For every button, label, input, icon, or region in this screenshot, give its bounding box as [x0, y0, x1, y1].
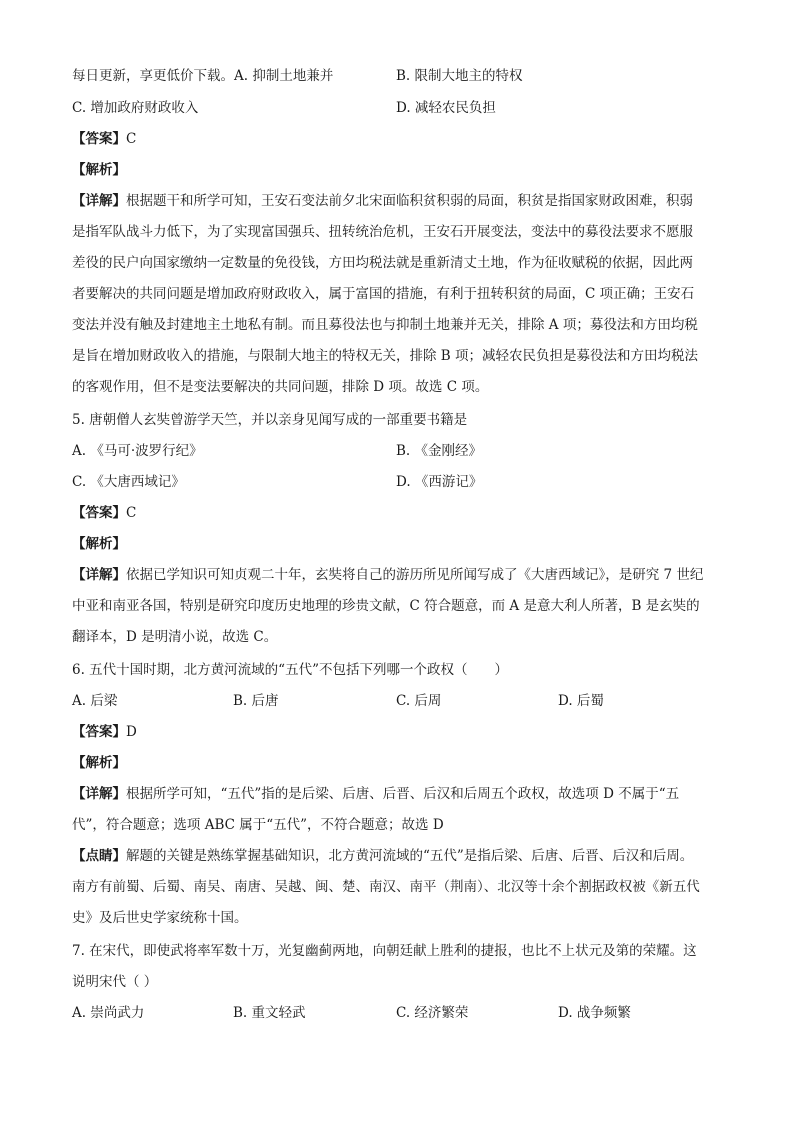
- answer-value: C: [126, 131, 137, 147]
- detail-line: [72, 191, 722, 211]
- q6-option-c: C. 后周: [396, 693, 442, 709]
- detail-line: 是旨在增加财政收入的措施，与限制大地主的特权无关，排除 B 项；减轻农民负担是募役法和方田均税法: [72, 348, 699, 364]
- answer-value: C: [126, 505, 137, 521]
- q5-option-d: D. 《西游记》: [396, 474, 483, 490]
- analysis-label: 【解析】: [72, 162, 126, 178]
- option-d: D. 减轻农民负担: [396, 100, 496, 116]
- option-a-line: 每日更新，享更低价下载。A. 抑制土地兼并: [72, 68, 334, 84]
- q6-detail-line: 代”，符合题意；选项 ABC 属于“五代”，不符合题意；故选 D: [72, 817, 444, 833]
- tip-text: 解题的关键是熟练掌握基础知识，北方黄河流域的“五代”是指后梁、后唐、后晋、后汉和后周。: [126, 848, 694, 864]
- question-6-stem: 6. 五代十国时期，北方黄河流域的“五代”不包括下列哪一个政权（ ）: [72, 662, 508, 678]
- q6-answer-line: [72, 722, 722, 742]
- detail-label: 【详解】: [72, 786, 126, 802]
- detail-line: 变法并没有触及封建地主土地私有制。而且募役法也与抑制土地兼并无关，排除 A 项；募役法和方田均税: [72, 317, 698, 333]
- question-5-stem: 5. 唐朝僧人玄奘曾游学天竺，并以亲身见闻写成的一部重要书籍是: [72, 412, 468, 428]
- q5-answer-line: [72, 503, 722, 523]
- detail-text: 依据已学知识可知贞观二十年，玄奘将自己的游历所见所闻写成了《大唐西域记》，是研究 7 世纪: [126, 567, 704, 583]
- q5-option-c: C. 《大唐西域记》: [72, 474, 185, 490]
- answer-label: 【答案】: [72, 505, 126, 521]
- q7-option-b: B. 重文轻武: [233, 1005, 306, 1021]
- q6-analysis-label: 【解析】: [72, 755, 126, 771]
- q6-tip-line: 史》及后世史学家统称十国。: [72, 910, 248, 926]
- tip-label: 【点睛】: [72, 848, 126, 864]
- q6-tip-line: 南方有前蜀、后蜀、南吴、南唐、吴越、闽、楚、南汉、南平（荆南）、北汉等十余个割据政权被《新五代: [72, 879, 700, 895]
- detail-line: 差役的民户向国家缴纳一定数量的免役钱，方田均税法就是重新清丈土地，作为征收赋税的依据，因此两: [72, 255, 693, 271]
- q5-detail-line: 中亚和南亚各国，特别是研究印度历史地理的珍贵文献，C 符合题意，而 A 是意大利人所著，B 是玄奘的: [72, 598, 700, 614]
- detail-line: 是指军队战斗力低下，为了实现富国强兵、扭转统治危机，王安石开展变法，变法中的募役法要求不愿服: [72, 224, 693, 240]
- q7-option-a: A. 崇尚武力: [72, 1005, 145, 1021]
- detail-text: 根据题干和所学可知，王安石变法前夕北宋面临积贫积弱的局面，积贫是指国家财政困难，积弱: [126, 193, 693, 209]
- detail-line: 者要解决的共同问题是增加政府财政收入，属于富国的措施，有利于扭转积贫的局面，C 项正确；王安石: [72, 286, 695, 302]
- answer-label: 【答案】: [72, 724, 126, 740]
- answer-value: D: [126, 724, 137, 740]
- detail-label: 【详解】: [72, 193, 126, 209]
- question-7-stem: 7. 在宋代，即使武将率军数十万，光复幽蓟两地，向朝廷献上胜利的捷报，也比不上状元及第的荣耀。这: [72, 943, 697, 959]
- answer-label: 【答案】: [72, 131, 126, 147]
- q5-detail-line: [72, 565, 722, 585]
- answer-line: [72, 129, 722, 149]
- q6-tip-line: [72, 846, 722, 866]
- q7-option-d: D. 战争频繁: [558, 1005, 631, 1021]
- detail-label: 【详解】: [72, 567, 126, 583]
- q5-option-b: B. 《金刚经》: [396, 443, 483, 459]
- question-7-stem: 说明宋代（ ）: [72, 974, 158, 990]
- q6-detail-line: [72, 784, 722, 804]
- detail-text: 根据所学可知，“五代”指的是后梁、后唐、后晋、后汉和后周五个政权，故选项 D 不属于“五: [126, 786, 680, 802]
- detail-line: 的客观作用，但不是变法要解决的共同问题，排除 D 项。故选 C 项。: [72, 379, 489, 395]
- option-c: C. 增加政府财政收入: [72, 100, 199, 116]
- q5-option-a: A. 《马可·波罗行纪》: [72, 443, 203, 459]
- q6-option-b: B. 后唐: [233, 693, 279, 709]
- q7-option-c: C. 经济繁荣: [396, 1005, 469, 1021]
- q5-detail-line: 翻译本，D 是明清小说，故选 C。: [72, 629, 278, 645]
- q6-option-d: D. 后蜀: [558, 693, 604, 709]
- option-b: B. 限制大地主的特权: [396, 68, 523, 84]
- q6-option-a: A. 后梁: [72, 693, 118, 709]
- q5-analysis-label: 【解析】: [72, 536, 126, 552]
